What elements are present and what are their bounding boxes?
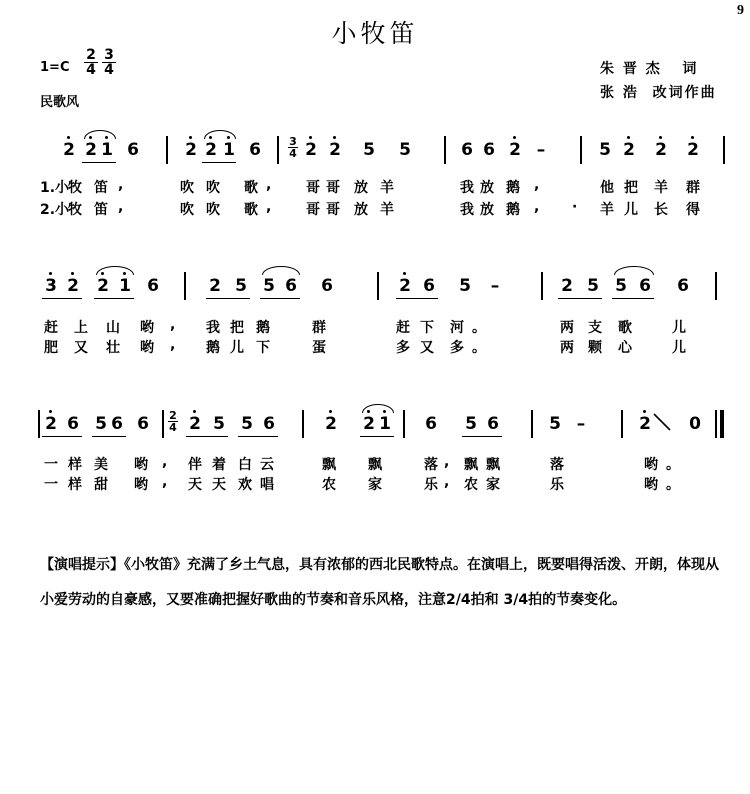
- note: 6: [147, 276, 159, 296]
- lyric: 牧: [68, 202, 82, 218]
- lyric: 哥: [326, 202, 340, 218]
- barline: [444, 136, 446, 164]
- dash: –: [576, 414, 586, 434]
- lyric: ,: [534, 199, 540, 215]
- lyric: 歌: [618, 320, 632, 336]
- eighth-underline: [202, 162, 236, 163]
- lyric: 歌: [244, 202, 258, 218]
- tip-label: 【演唱提示】: [40, 557, 124, 573]
- verse-2-lyrics: [40, 474, 740, 794]
- high-dot: [659, 136, 662, 139]
- lyric: 家: [486, 477, 500, 493]
- lyric: 农: [322, 477, 336, 493]
- barline: [715, 410, 717, 438]
- note: 6: [321, 276, 333, 296]
- notation-row: [40, 135, 730, 218]
- barline: [531, 410, 533, 438]
- barline: [403, 410, 405, 438]
- style-label: 民歌风: [40, 95, 80, 110]
- lyric: 伴: [188, 457, 202, 473]
- lyric: 样: [68, 457, 82, 473]
- high-dot: [513, 136, 516, 139]
- lyric: 羊: [654, 180, 668, 196]
- lyric: 笛: [94, 202, 108, 218]
- eighth-underline: [612, 298, 654, 299]
- lyric: 放: [480, 202, 494, 218]
- note: 2: [97, 276, 109, 296]
- lyric: 样: [68, 477, 82, 493]
- lyric: 多: [396, 340, 410, 356]
- lyric: 又: [420, 340, 434, 356]
- song-title: 小牧笛: [331, 19, 419, 48]
- high-dot: [403, 272, 406, 275]
- tip-text: 《小牧笛》充满了乡土气息，具有浓郁的西北民歌特点。在演唱上，既要唱得活泼、开朗，体现从小爱劳动的自豪感，又要准确把握好歌曲的节奏和音乐风格，注意2/4拍和 3/4拍的节奏变化。: [40, 557, 719, 608]
- lyric: 两: [560, 320, 574, 336]
- lyric: ,: [266, 199, 272, 215]
- page-number: 9: [737, 3, 744, 18]
- time-signature-3-4: [102, 48, 116, 77]
- composer-credit: 张 浩 改词作曲: [600, 85, 717, 101]
- lyric: 欢: [238, 477, 252, 493]
- inline-time-signature: [288, 136, 298, 159]
- barline: [277, 136, 279, 164]
- lyric: 得: [686, 202, 700, 218]
- note: 2: [205, 140, 217, 160]
- barline: [723, 136, 725, 164]
- note: 5: [241, 414, 253, 434]
- lyric: 赶: [44, 320, 58, 336]
- lyric: 两: [560, 340, 574, 356]
- lyric: 家: [368, 477, 382, 493]
- note: 2: [305, 140, 317, 160]
- note: 6: [127, 140, 139, 160]
- lyric: 落: [550, 457, 564, 473]
- lyric: 农: [464, 477, 478, 493]
- lyric: ,: [444, 454, 450, 470]
- lyric: 哟: [644, 457, 658, 473]
- note: 2: [329, 140, 341, 160]
- barline: [38, 410, 40, 438]
- lyric: 支: [588, 320, 602, 336]
- note: 5: [599, 140, 611, 160]
- lyric: 一: [44, 477, 58, 493]
- lyric: 鹅: [506, 180, 520, 196]
- note: 1: [223, 140, 235, 160]
- lyric: 甜: [94, 477, 108, 493]
- eighth-underline: [238, 436, 278, 437]
- high-dot: [67, 136, 70, 139]
- singing-tip-paragraph: [40, 548, 720, 618]
- lyric: 羊: [600, 202, 614, 218]
- note: 6: [639, 276, 651, 296]
- lyric: 赶: [396, 320, 410, 336]
- barline: [715, 272, 717, 300]
- lyric: 鹅: [206, 340, 220, 356]
- lyric: 下: [256, 340, 270, 356]
- eighth-underline: [360, 436, 394, 437]
- dash: –: [536, 140, 546, 160]
- time-sig-den: 4: [169, 421, 177, 434]
- lyric: 我: [206, 320, 220, 336]
- lyric: 肥: [44, 340, 58, 356]
- notation-row: [40, 409, 730, 493]
- note: 2: [655, 140, 667, 160]
- note: 5: [459, 276, 471, 296]
- barline: [541, 272, 543, 300]
- note: 2: [509, 140, 521, 160]
- lyric: 又: [74, 340, 88, 356]
- lyric: 河: [450, 320, 464, 336]
- note: 2: [363, 414, 375, 434]
- note: 2: [639, 414, 651, 434]
- lyric: ,: [266, 177, 272, 193]
- lyric: 我: [460, 202, 474, 218]
- high-dot: [49, 272, 52, 275]
- lyric: 心: [618, 340, 632, 356]
- inline-time-signature: [168, 410, 178, 433]
- lyric: 群: [686, 180, 700, 196]
- barline: [302, 410, 304, 438]
- lyric: 哥: [306, 180, 320, 196]
- note: 5: [549, 414, 561, 434]
- glissando-mark: [652, 412, 674, 434]
- note: 6: [483, 140, 495, 160]
- notation-row: [40, 272, 730, 356]
- lyric: 放: [354, 202, 368, 218]
- high-dot: [627, 136, 630, 139]
- lyric: ,: [444, 474, 450, 490]
- note: 2: [623, 140, 635, 160]
- eighth-underline: [82, 162, 116, 163]
- lyric: 羊: [380, 180, 394, 196]
- lyric: 我: [460, 180, 474, 196]
- dash: –: [490, 276, 500, 296]
- lyric: 放: [480, 180, 494, 196]
- barline: [377, 272, 379, 300]
- lyric: ,: [170, 317, 176, 333]
- lyric: 2.小: [40, 202, 70, 218]
- time-sig-den: 4: [289, 147, 297, 160]
- lyric: 儿: [624, 202, 638, 218]
- lyric: ,: [118, 199, 124, 215]
- lyric: ,: [162, 454, 168, 470]
- lyric: 羊: [380, 202, 394, 218]
- high-dot: [189, 136, 192, 139]
- lyric: 哟: [134, 477, 148, 493]
- barline: [621, 410, 623, 438]
- note: 6: [67, 414, 79, 434]
- high-dot: [643, 410, 646, 413]
- lyric: 天: [212, 477, 226, 493]
- note: 6: [249, 140, 261, 160]
- note: 2: [189, 414, 201, 434]
- lyric: 飘: [368, 457, 382, 473]
- lyric: 儿: [672, 320, 686, 336]
- slur: [204, 130, 236, 139]
- eighth-underline: [42, 298, 82, 299]
- note: 5: [587, 276, 599, 296]
- lyric: 1.小: [40, 180, 70, 196]
- eighth-underline: [94, 298, 134, 299]
- high-dot: [71, 272, 74, 275]
- lyric: 天: [188, 477, 202, 493]
- note: 5: [399, 140, 411, 160]
- note: 6: [263, 414, 275, 434]
- high-dot: [49, 410, 52, 413]
- lyric: 笛: [94, 180, 108, 196]
- note: 6: [425, 414, 437, 434]
- lyric: 哥: [326, 180, 340, 196]
- note: 6: [137, 414, 149, 434]
- lyric: 下: [420, 320, 434, 336]
- note: 2: [185, 140, 197, 160]
- lyric: 。: [472, 320, 486, 336]
- note: 2: [45, 414, 57, 434]
- barline: [162, 410, 164, 438]
- lyric: 着: [212, 457, 226, 473]
- note: 2: [687, 140, 699, 160]
- lyric: 吹: [206, 202, 220, 218]
- lyric: 群: [312, 320, 326, 336]
- high-dot: [329, 410, 332, 413]
- eighth-underline: [260, 298, 300, 299]
- lyric: 蛋: [312, 340, 326, 356]
- lyric: 长: [654, 202, 668, 218]
- time-sig-num: 3: [289, 135, 297, 148]
- note: 2: [67, 276, 79, 296]
- lyric: 放: [354, 180, 368, 196]
- eighth-underline: [206, 298, 250, 299]
- lyric: ,: [162, 474, 168, 490]
- lyric: 白: [238, 457, 252, 473]
- lyric: 他: [600, 180, 614, 196]
- note: 6: [423, 276, 435, 296]
- slur: [84, 130, 116, 139]
- note: 5: [615, 276, 627, 296]
- final-barline: [720, 410, 724, 438]
- lyric: 把: [624, 180, 638, 196]
- eighth-underline: [462, 436, 502, 437]
- lyric: 。: [666, 457, 680, 473]
- lyricist-credit: 朱 晋 杰 词: [600, 61, 699, 77]
- lyric: 儿: [230, 340, 244, 356]
- lyric: ,: [170, 337, 176, 353]
- eighth-underline: [186, 436, 228, 437]
- note: 2: [561, 276, 573, 296]
- time-sig-num: 2: [169, 409, 177, 422]
- high-dot: [309, 136, 312, 139]
- note: 3: [45, 276, 57, 296]
- lyric: 。: [666, 477, 680, 493]
- lyric: 美: [94, 457, 108, 473]
- note: 6: [677, 276, 689, 296]
- note: 1: [379, 414, 391, 434]
- eighth-underline: [396, 298, 438, 299]
- lyric: 吹: [180, 202, 194, 218]
- lyric: 吹: [206, 180, 220, 196]
- note: 5: [235, 276, 247, 296]
- note: 6: [111, 414, 123, 434]
- high-dot: [333, 136, 336, 139]
- lyric: 哟: [134, 457, 148, 473]
- lyric: 乐: [550, 477, 564, 493]
- lyric: 落: [424, 457, 438, 473]
- time-sig-num: 2: [84, 48, 98, 63]
- note: 2: [399, 276, 411, 296]
- eighth-underline: [558, 298, 602, 299]
- note: 0: [689, 414, 701, 434]
- barline: [166, 136, 168, 164]
- note: 2: [85, 140, 97, 160]
- time-sig-num: 3: [102, 48, 116, 63]
- lyric: 乐: [424, 477, 438, 493]
- lyric: 鹅: [256, 320, 270, 336]
- lyric: 一: [44, 457, 58, 473]
- high-dot: [691, 136, 694, 139]
- eighth-underline: [92, 436, 126, 437]
- lyric: 山: [106, 320, 120, 336]
- note: 6: [461, 140, 473, 160]
- note: 2: [209, 276, 221, 296]
- note: 5: [95, 414, 107, 434]
- lyric: 多: [450, 340, 464, 356]
- lyric: 吹: [180, 180, 194, 196]
- note: 6: [285, 276, 297, 296]
- lyric: 哥: [306, 202, 320, 218]
- eighth-underline: [42, 436, 82, 437]
- high-dot: [193, 410, 196, 413]
- barline: [580, 136, 582, 164]
- lyric: 歌: [244, 180, 258, 196]
- lyric: 哟: [644, 477, 658, 493]
- lyric: 飘: [464, 457, 478, 473]
- time-sig-den: 4: [104, 62, 114, 78]
- lyric: 飘: [322, 457, 336, 473]
- lyric: 把: [230, 320, 244, 336]
- time-sig-den: 4: [86, 62, 96, 78]
- note: 5: [465, 414, 477, 434]
- note: 2: [63, 140, 75, 160]
- lyric: 鹅: [506, 202, 520, 218]
- lyric: 牧: [68, 180, 82, 196]
- note: 2: [325, 414, 337, 434]
- lyric: 儿: [672, 340, 686, 356]
- lyric: ,: [534, 177, 540, 193]
- note: 6: [487, 414, 499, 434]
- note: 5: [263, 276, 275, 296]
- note: 5: [213, 414, 225, 434]
- lyric: 上: [74, 320, 88, 336]
- lyric: 哟: [140, 340, 154, 356]
- lyric: 云: [260, 457, 274, 473]
- lyric: 颗: [588, 340, 602, 356]
- lyric: 唱: [260, 477, 274, 493]
- lyric: ·: [572, 199, 578, 215]
- note: 1: [101, 140, 113, 160]
- barline: [184, 272, 186, 300]
- note: 1: [119, 276, 131, 296]
- time-signature-2-4: [84, 48, 98, 77]
- note: 5: [363, 140, 375, 160]
- lyric: 哟: [140, 320, 154, 336]
- key-signature: 1=C: [40, 60, 70, 75]
- lyric: 飘: [486, 457, 500, 473]
- lyric: 。: [472, 340, 486, 356]
- lyric: ,: [118, 177, 124, 193]
- lyric: 壮: [106, 340, 120, 356]
